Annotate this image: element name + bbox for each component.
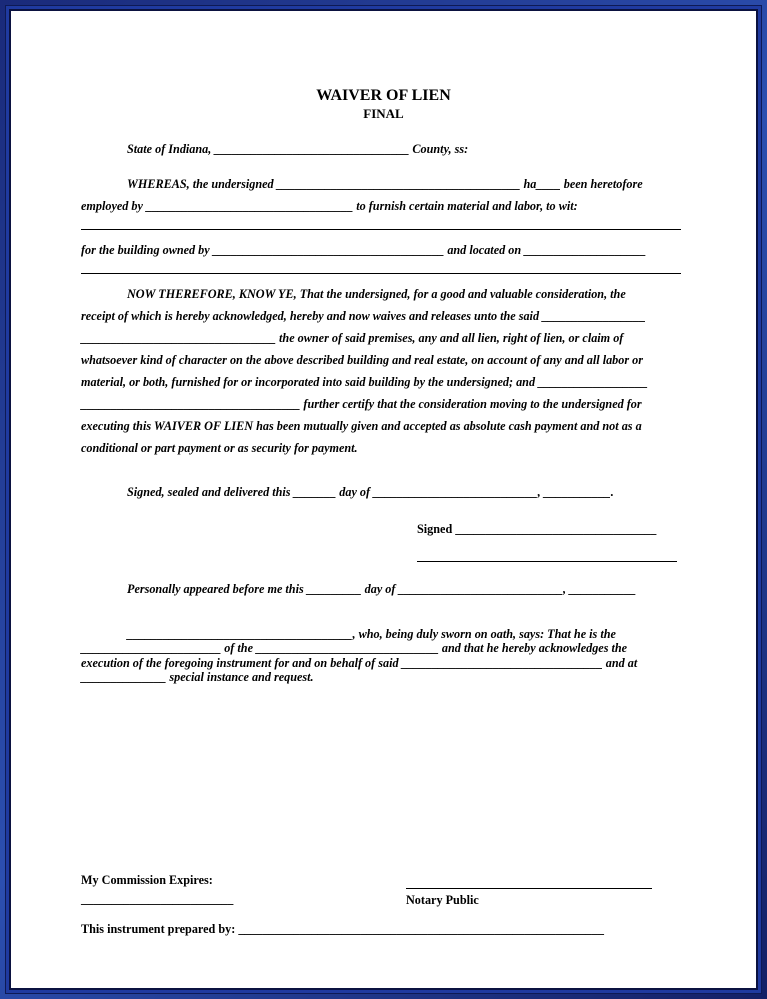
execution-line: execution of the foregoing instrument for and on behalf of said _________________________________ and at bbox=[81, 656, 638, 670]
further-line: ____________________________________ further certify that the consideration moving to the undersigned for bbox=[81, 397, 642, 411]
of-the-line: _______________________ of the ______________________________ and that he hereby acknowledges the bbox=[81, 641, 628, 655]
notary-signature-rule bbox=[406, 888, 652, 889]
signed-signature-line: Signed _________________________________ bbox=[417, 522, 657, 536]
conditional-line: conditional or part payment or as security for payment. bbox=[81, 441, 358, 455]
prepared-by-line: This instrument prepared by: ____________________________________________________________ bbox=[81, 922, 604, 936]
blank-rule bbox=[81, 229, 681, 230]
signature-rule bbox=[417, 561, 677, 562]
whatsoever-line: whatsoever kind of character on the above described building and real estate, on account of any and all labor or bbox=[81, 353, 643, 367]
document-subtitle: FINAL bbox=[363, 106, 404, 121]
state-line: State of Indiana, ________________________________ County, ss: bbox=[127, 142, 469, 156]
special-instance-line: ______________ special instance and request. bbox=[81, 670, 314, 684]
owner-line: ________________________________ the owner of said premises, any and all lien, right of lien, or claim of bbox=[81, 331, 624, 345]
receipt-line: receipt of which is hereby acknowledged, hereby and now waives and releases unto the said _________________ bbox=[81, 309, 646, 323]
notary-public-label: Notary Public bbox=[406, 893, 479, 907]
document-page bbox=[9, 9, 758, 990]
sworn-line: _____________________________________, who, being duly sworn on oath, says: That he is the bbox=[127, 627, 616, 641]
blank-rule bbox=[81, 273, 681, 274]
document-title: WAIVER OF LIEN bbox=[316, 87, 451, 104]
building-line: for the building owned by ______________________________________ and located on ____________________ bbox=[81, 243, 647, 257]
executing-line: executing this WAIVER OF LIEN has been mutually given and accepted as absolute cash payment and not as a bbox=[81, 419, 642, 433]
page-border bbox=[5, 5, 762, 994]
signed-sealed-line: Signed, sealed and delivered this _______ day of ___________________________, ___________. bbox=[127, 485, 614, 499]
now-therefore-line: NOW THEREFORE, KNOW YE, That the undersigned, for a good and valuable consideration, the bbox=[127, 287, 626, 301]
whereas-line: WHEREAS, the undersigned ________________________________________ ha____ been heretofore bbox=[127, 177, 643, 191]
material-line: material, or both, furnished for or incorporated into said building by the undersigned; and __________________ bbox=[81, 375, 648, 389]
commission-expires-label: My Commission Expires: bbox=[81, 873, 213, 887]
employed-line: employed by __________________________________ to furnish certain material and labor, to wit: bbox=[81, 199, 578, 213]
personally-appeared-line: Personally appeared before me this _________ day of ___________________________, ___________ bbox=[127, 582, 637, 596]
commission-expires-blank: _________________________ bbox=[81, 892, 234, 906]
